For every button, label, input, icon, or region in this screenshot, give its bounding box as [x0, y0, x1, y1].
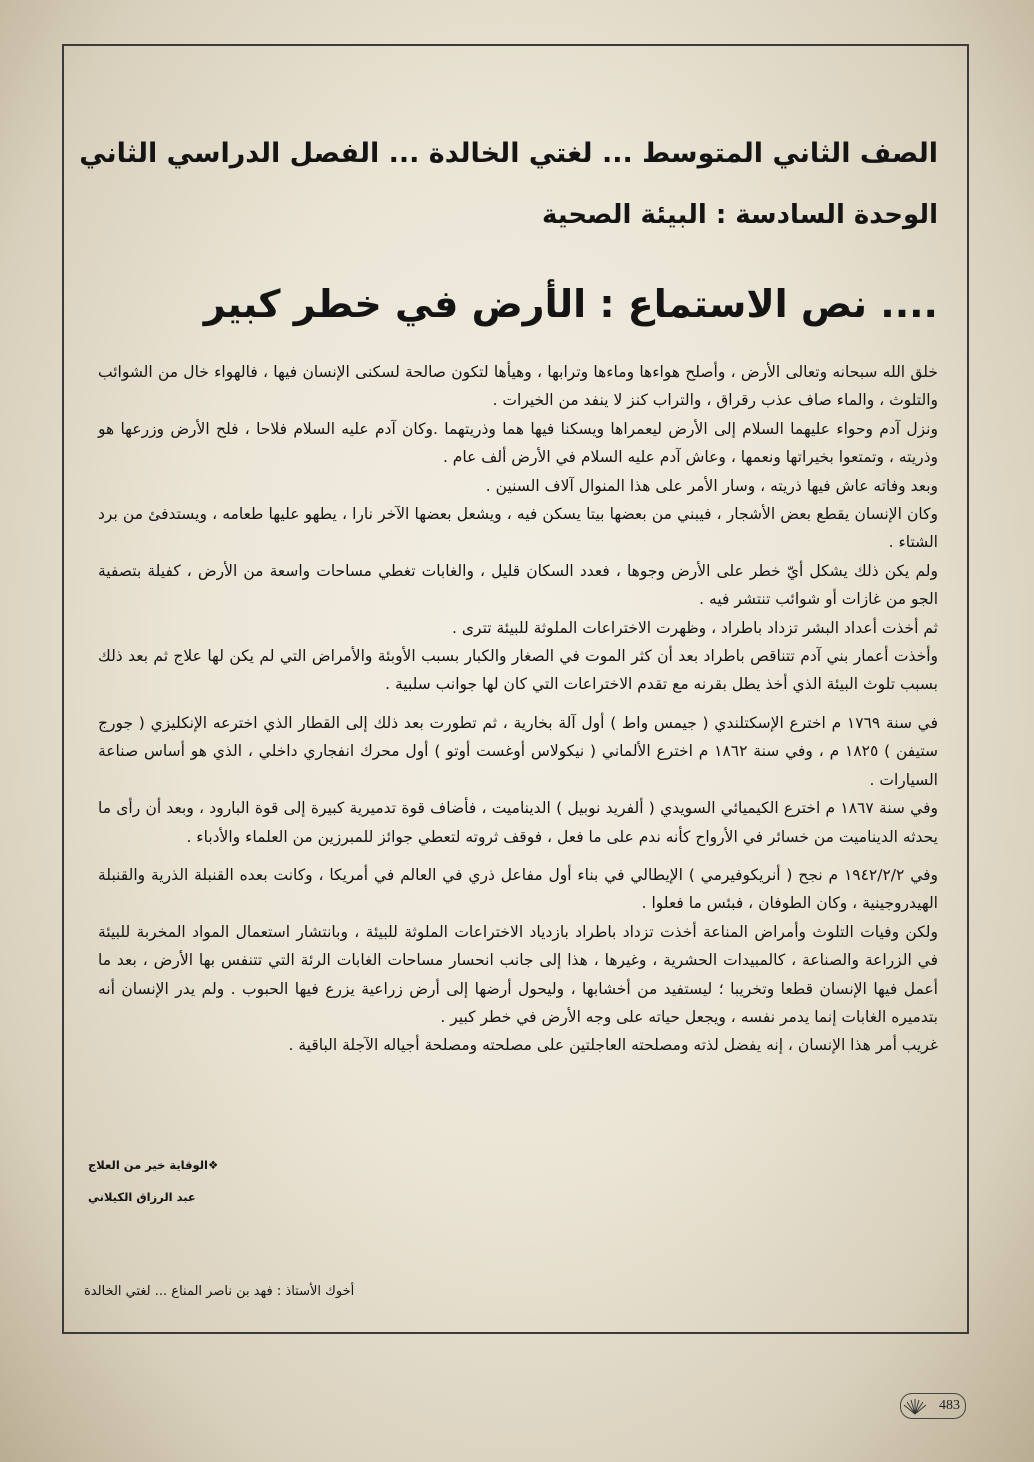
paragraph: وأخذت أعمار بني آدم تتناقص باطراد بعد أن كثر الموت في الصغار والكبار بسبب الأوبئة والأمراض التي لم يكن لها علاج ثم بعد ذلك بسبب تلوث البيئة الذي أخذ يطل بقرنه مع تقدم الاختراعات التي كان لها جوانب سلبية .	[98, 647, 938, 694]
paragraph: ونزل آدم وحواء عليهما السلام إلى الأرض ليعمراها ويسكنا فيها هما وذريتهما .وكان آدم عليه السلام فلاحا ، فلح الأرض وزرعها هو وذريته ، وتمتعوا بخيراتها ونعمها ، وعاش آدم عليه السلام في الأرض ألف عام .	[98, 419, 938, 467]
source-book: ❖الوقاية خير من العلاج	[88, 1158, 219, 1172]
source-author: عبد الرزاق الكيلاني	[88, 1190, 196, 1204]
page-number: 483	[939, 1398, 960, 1413]
paragraph: في سنة ١٧٦٩ م اخترع الإسكتلندي ( جيمس واط ) أول آلة بخارية ، ثم تطورت بعد ذلك إلى القطار الذي اخترعه الإنكليزي ( جورج ستيفن ) ١٨٢٥ م ، وفي سنة ١٨٦٢ م اخترع الألماني ( نيكولاس أوغست أوتو ) أول محرك انفجاري داخلي ، الذي هو أساس صناعة السيارات .	[98, 713, 938, 789]
paragraph: خلق الله سبحانه وتعالى الأرض ، وأصلح هواءها وماءها وترابها ، وهيأها لتكون صالحة لسكنى الإنسان فيها ، فالهواء خال من الشوائب والتلوث ، والماء صاف عذب رقراق ، والتراب كنز لا ينفد من الخيرات .	[98, 363, 938, 410]
paragraph: وفي ١٩٤٢/٢/٢ م نجح ( أنريكوفيرمي ) الإيطالي في بناء أول مفاعل ذري في العالم في أمريكا ، وكانت بعده القنبلة الذرية والقنبلة الهيدروجينية ، وكان الطوفان ، فبئس ما فعلوا .	[98, 865, 939, 913]
paragraph: غريب أمر هذا الإنسان ، إنه يفضل لذته ومصلحته العاجلتين على مصلحته ومصلحة أجياله الآجلة الباقية .	[288, 1036, 938, 1055]
page-number-oval	[900, 1393, 966, 1419]
page-number-badge	[900, 1393, 966, 1419]
page-title: .... نص الاستماع : الأرض في خطر كبير	[203, 282, 938, 326]
paragraph: وفي سنة ١٨٦٧ م اخترع الكيميائي السويدي ( ألفريد نوبيل ) الديناميت ، فأضاف قوة تدميرية كبيرة إلى قوة البارود ، وبعد أن رأى ما يحدثه الديناميت من خسائر في الأرواح كأنه ندم على ما فعل ، فوقف ثروته لتعطي جوائز للمبرزين من العلماء والأدباء .	[98, 799, 938, 846]
paragraph: وكان الإنسان يقطع بعض الأشجار ، فيبني من بعضها بيتا يسكن فيه ، ويشعل بعضها الآخر نارا ، يطهو عليها طعامه ، ويستدفئ من برد الشتاء .	[98, 505, 938, 552]
paragraph: وبعد وفاته عاش فيها ذريته ، وسار الأمر على هذا المنوال آلاف السنين .	[485, 476, 938, 495]
paragraph: ثم أخذت أعداد البشر تزداد باطراد ، وظهرت الاختراعات الملوثة للبيئة تترى .	[452, 618, 938, 637]
class-heading: الصف الثاني المتوسط ... لغتي الخالدة ... الفصل الدراسي الثاني	[79, 138, 938, 169]
article-body	[98, 358, 938, 1060]
unit-heading: الوحدة السادسة : البيئة الصحية	[542, 200, 938, 230]
footer-note: أخوك الأستاذ : فهد بن ناصر المناع ... لغتي الخالدة	[84, 1284, 355, 1299]
paragraph: ولم يكن ذلك يشكل أيّ خطر على الأرض وجوها ، فعدد السكان قليل ، والغابات تغطي مساحات واسعة من الأرض ، كفيلة بتصفية الجو من غازات أو شوائب تنتشر فيه .	[98, 561, 938, 609]
paragraph: ولكن وفيات التلوث وأمراض المناعة أخذت تزداد باطراد بازدياد الاختراعات الملوثة للبيئة ، وبانتشار استعمال المواد المخربة للبيئة في الزراعة والصناعة ، كالمبيدات الحشرية ، وغيرها ، هذا إلى جانب انحسار مساحات الغابات الرئة التي تتنفس بها الأرض ، بعد ما أعمل فيها الإنسان قطعا وتخريبا ؛ ليستفيد من أخشابها ، وليحول أرضها إلى أرض زراعية يزرع فيها الحبوب . ولم يدر الإنسان أنه بتدميره الغابات إنما يدمر نفسه ، ويجعل حياته على وجه الأرض في خطر كبير .	[98, 922, 938, 1026]
